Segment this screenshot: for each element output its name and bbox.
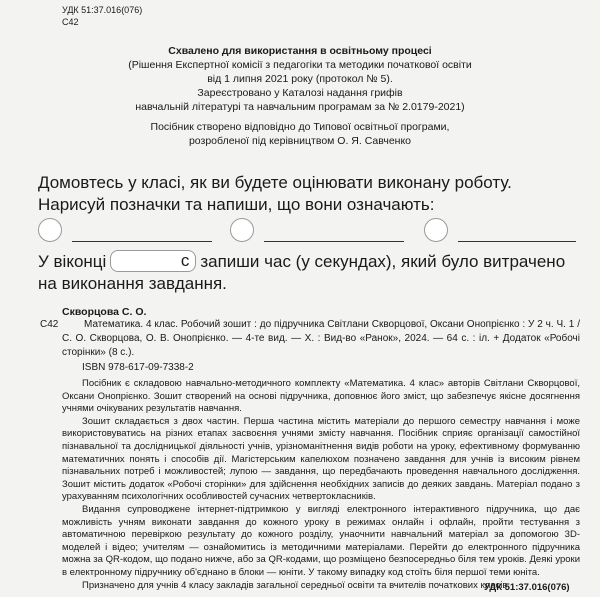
time-before-text: У віконці: [38, 252, 107, 271]
annotation-text: [62, 378, 580, 592]
udk-code: УДК 51:37.016(076): [62, 5, 143, 15]
time-after-text: запиши час (у секундах), який було витрачено: [200, 252, 566, 271]
bibliographic-description: [62, 318, 580, 360]
marker-circle-2[interactable]: [230, 218, 254, 242]
annotation-paragraph: Призначено для учнів 4 класу закладів загальної середньої освіти та вчителів початкових класів.: [82, 579, 511, 591]
author-name: Скворцова С. О.: [62, 306, 147, 318]
approval-title: Схвалено для використання в освітньому процесі: [168, 45, 432, 57]
marker-meaning-line-1[interactable]: [72, 241, 212, 242]
time-input-box[interactable]: [110, 250, 196, 272]
approval-line: від 1 липня 2021 року (протокол № 5).: [207, 73, 393, 85]
marker-circle-1[interactable]: [38, 218, 62, 242]
instruction-line-1: Домовтесь у класі, як ви будете оцінювати виконану роботу.: [38, 173, 512, 192]
approval-block: [60, 44, 540, 148]
marker-circle-3[interactable]: [424, 218, 448, 242]
program-line: розробленої під керівництвом О. Я. Савченко: [188, 135, 412, 147]
seconds-unit: с: [180, 250, 190, 270]
approval-line: навчальній літературі та навчальним програмам за № 2.0179-2021): [135, 101, 465, 113]
annotation-paragraph: Зошит складається з двох частин. Перша частина містить матеріали до першого семестру навчання і може використовуватись на різних етапах засвоєння учнями змісту навчання. Посібник сприяє організації самостійної пізнавальної та дослідницької діяльності учнів, урізноманітнення видів роботи на уроку, ефективному формуванню математичних понять і способів дії. Магістерським капелюхом позначено завдання для учнів із високим рівнем пізнавальних потреб і можливостей; лупою — завдання, що передбачають проведення навчального дослідження. Зошит містить додаток «Робочі сторінки» для здійснення необхідних записів до деяких завдань. Матеріал подано з урахуванням психологічних особливостей сучасних четвертокласників.: [62, 415, 580, 503]
biblio-text: Математика. 4 клас. Робочий зошит : до підручника Світлани Скворцової, Оксани Онопрієнко : У 2 ч. Ч. 1 / С. О. Скворцова, О. В. Онопрієнко. — 4-те вид. — Х. : Вид-во «Ранок», 2024. — 64 с. : іл. + Додаток «Робочі сторінки» (8 с.).: [62, 319, 580, 358]
approval-line: (Рішення Експертної комісії з педагогіки та методики початкової освіти: [128, 59, 472, 71]
instruction-line-2: Нарисуй позначки та напиши, що вони означають:: [38, 195, 435, 214]
marker-meaning-line-3[interactable]: [458, 241, 576, 242]
catalog-side-code: С42: [40, 319, 59, 330]
annotation-paragraph: Видання супроводжене інтернет-підтримкою у вигляді електронного інтерактивного підручника, що дає можливість учням виконати завдання до кожного уроку в режимах онлайн і офлайн, пройти тестування з автоматичною перевіркою результату до кожного розділу, унаочнити навчальний матеріал за допомогою 3D-моделей і відео; учителям — ознайомитись із методичними матеріалами. Перейти до електронного підручника можна за QR-кодом, що подано нижче, або за QR-кодами, що розміщено безпосередньо біля тем уроків. Деякі уроки в електронному підручнику об'єднано в блоки — юніти. У такому випадку код стоїть біля першої теми юніта.: [62, 503, 580, 578]
marker-meaning-line-2[interactable]: [264, 241, 404, 242]
time-instruction-line-2: на виконання завдання.: [38, 274, 227, 293]
udk-header: [62, 4, 142, 28]
time-instruction: [38, 251, 565, 274]
annotation-paragraph: Посібник є складовою навчально-методичного комплекту «Математика. 4 клас» авторів Світлани Скворцової, Оксани Онопрієнко. Зошит створений на основі підручника, доповнює його зміст, що забезпечує якісне досягнення учнями очікуваних результатів навчання.: [62, 378, 580, 415]
isbn: ISBN 978-617-09-7338-2: [82, 362, 194, 373]
marker-legend: [38, 218, 578, 244]
program-line: Посібник створено відповідно до Типової освітньої програми,: [150, 121, 450, 133]
catalog-code: С42: [62, 17, 79, 27]
approval-line: Зареєстровано у Каталозі надання грифів: [197, 87, 403, 99]
udk-footer: УДК 51:37.016(076): [484, 582, 570, 593]
